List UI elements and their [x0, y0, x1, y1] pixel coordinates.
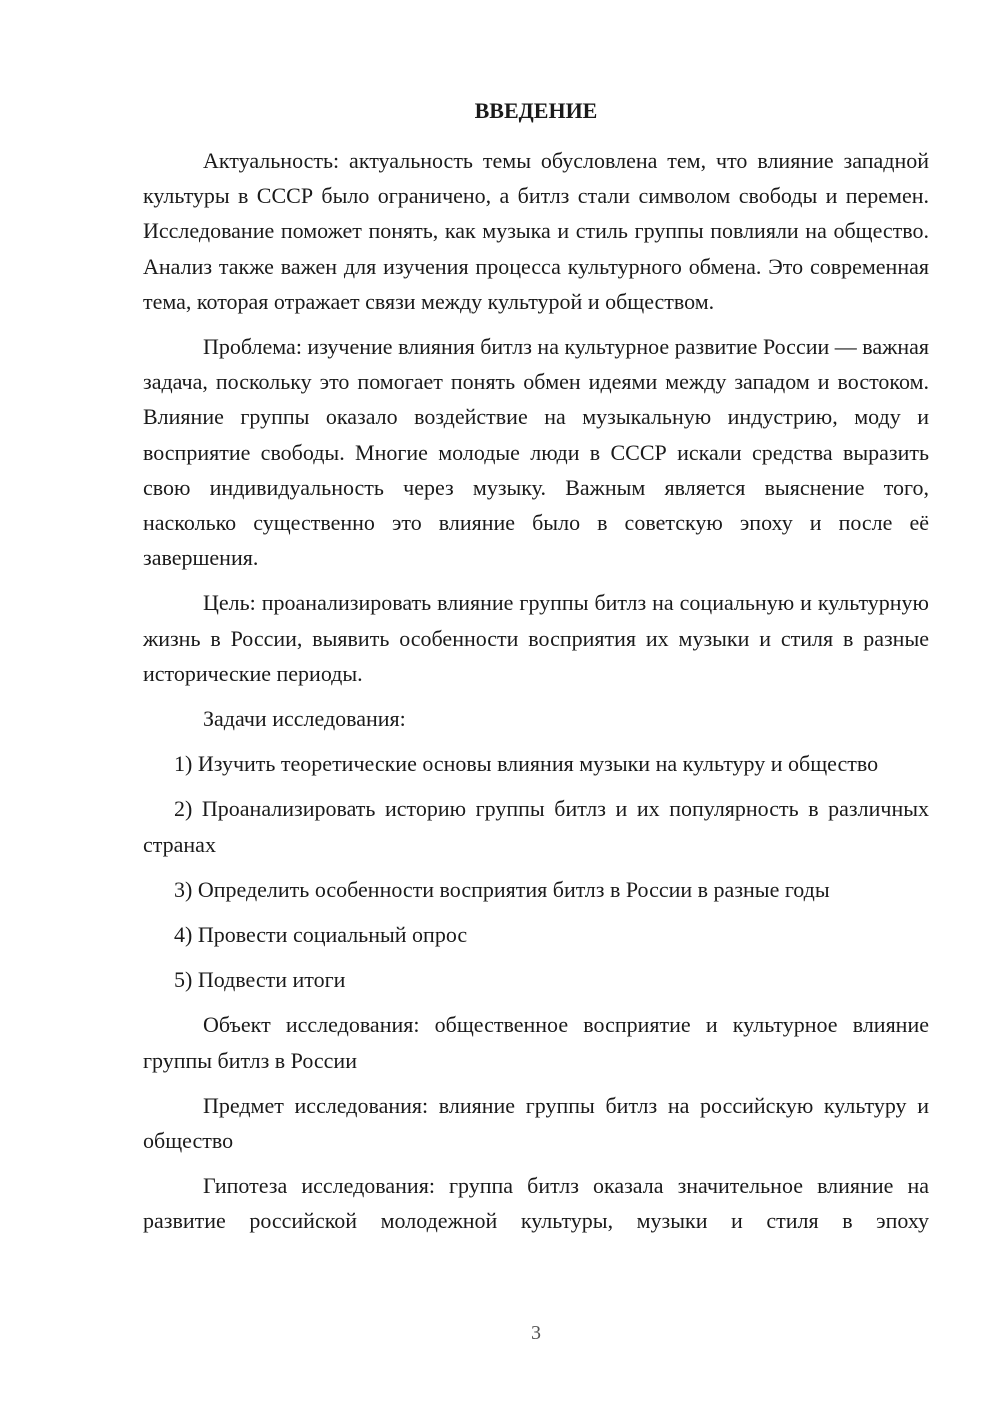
paragraph-relevance: Актуальность: актуальность темы обусловлена тем, что влияние западной культуры в СССР было ограничено, а битлз стали символом свободы и перемен. Исследование поможет понять, как музыка и стиль группы повлияли на общество. Анализ также важен для изучения процесса культурного обмена. Это современная тема, которая отражает связи между культурой и обществом. — [143, 148, 929, 314]
document-body — [143, 143, 929, 1249]
section-heading: ВВЕДЕНИЕ — [474, 98, 598, 123]
paragraph-goal: Цель: проанализировать влияние группы битлз на социальную и культурную жизнь в России, выявить особенности восприятия их музыки и стиля в разные исторические периоды. — [143, 590, 929, 686]
task-item-1: 1) Изучить теоретические основы влияния музыки на культуру и общество — [174, 751, 879, 777]
paragraph-hypothesis: Гипотеза исследования: группа битлз оказала значительное влияние на развитие российской молодежной культуры, музыки и стиля в эпоху — [143, 1173, 929, 1234]
task-item-2: 2) Проанализировать историю группы битлз и их популярность в различных странах — [143, 796, 929, 857]
paragraph-object: Объект исследования: общественное восприятие и культурное влияние группы битлз в России — [143, 1012, 929, 1073]
task-item-5: 5) Подвести итоги — [174, 967, 346, 993]
paragraph-problem: Проблема: изучение влияния битлз на культурное развитие России — важная задача, поскольку это помогает понять обмен идеями между западом и востоком. Влияние группы оказало воздействие на музыкальную индустрию, моду и восприятие свободы. Многие молодые люди в СССР искали средства выразить свою индивидуальность через музыку. Важным является выяснение того, насколько существенно это влияние было в советскую эпоху и после её завершения. — [143, 334, 929, 571]
task-item-3: 3) Определить особенности восприятия битлз в России в разные годы — [174, 876, 830, 902]
task-item-4: 4) Провести социальный опрос — [174, 922, 468, 948]
paragraph-tasks-heading: Задачи исследования: — [203, 706, 406, 732]
page-number: 3 — [531, 1322, 541, 1344]
paragraph-subject: Предмет исследования: влияние группы битлз на российскую культуру и общество — [143, 1092, 929, 1154]
